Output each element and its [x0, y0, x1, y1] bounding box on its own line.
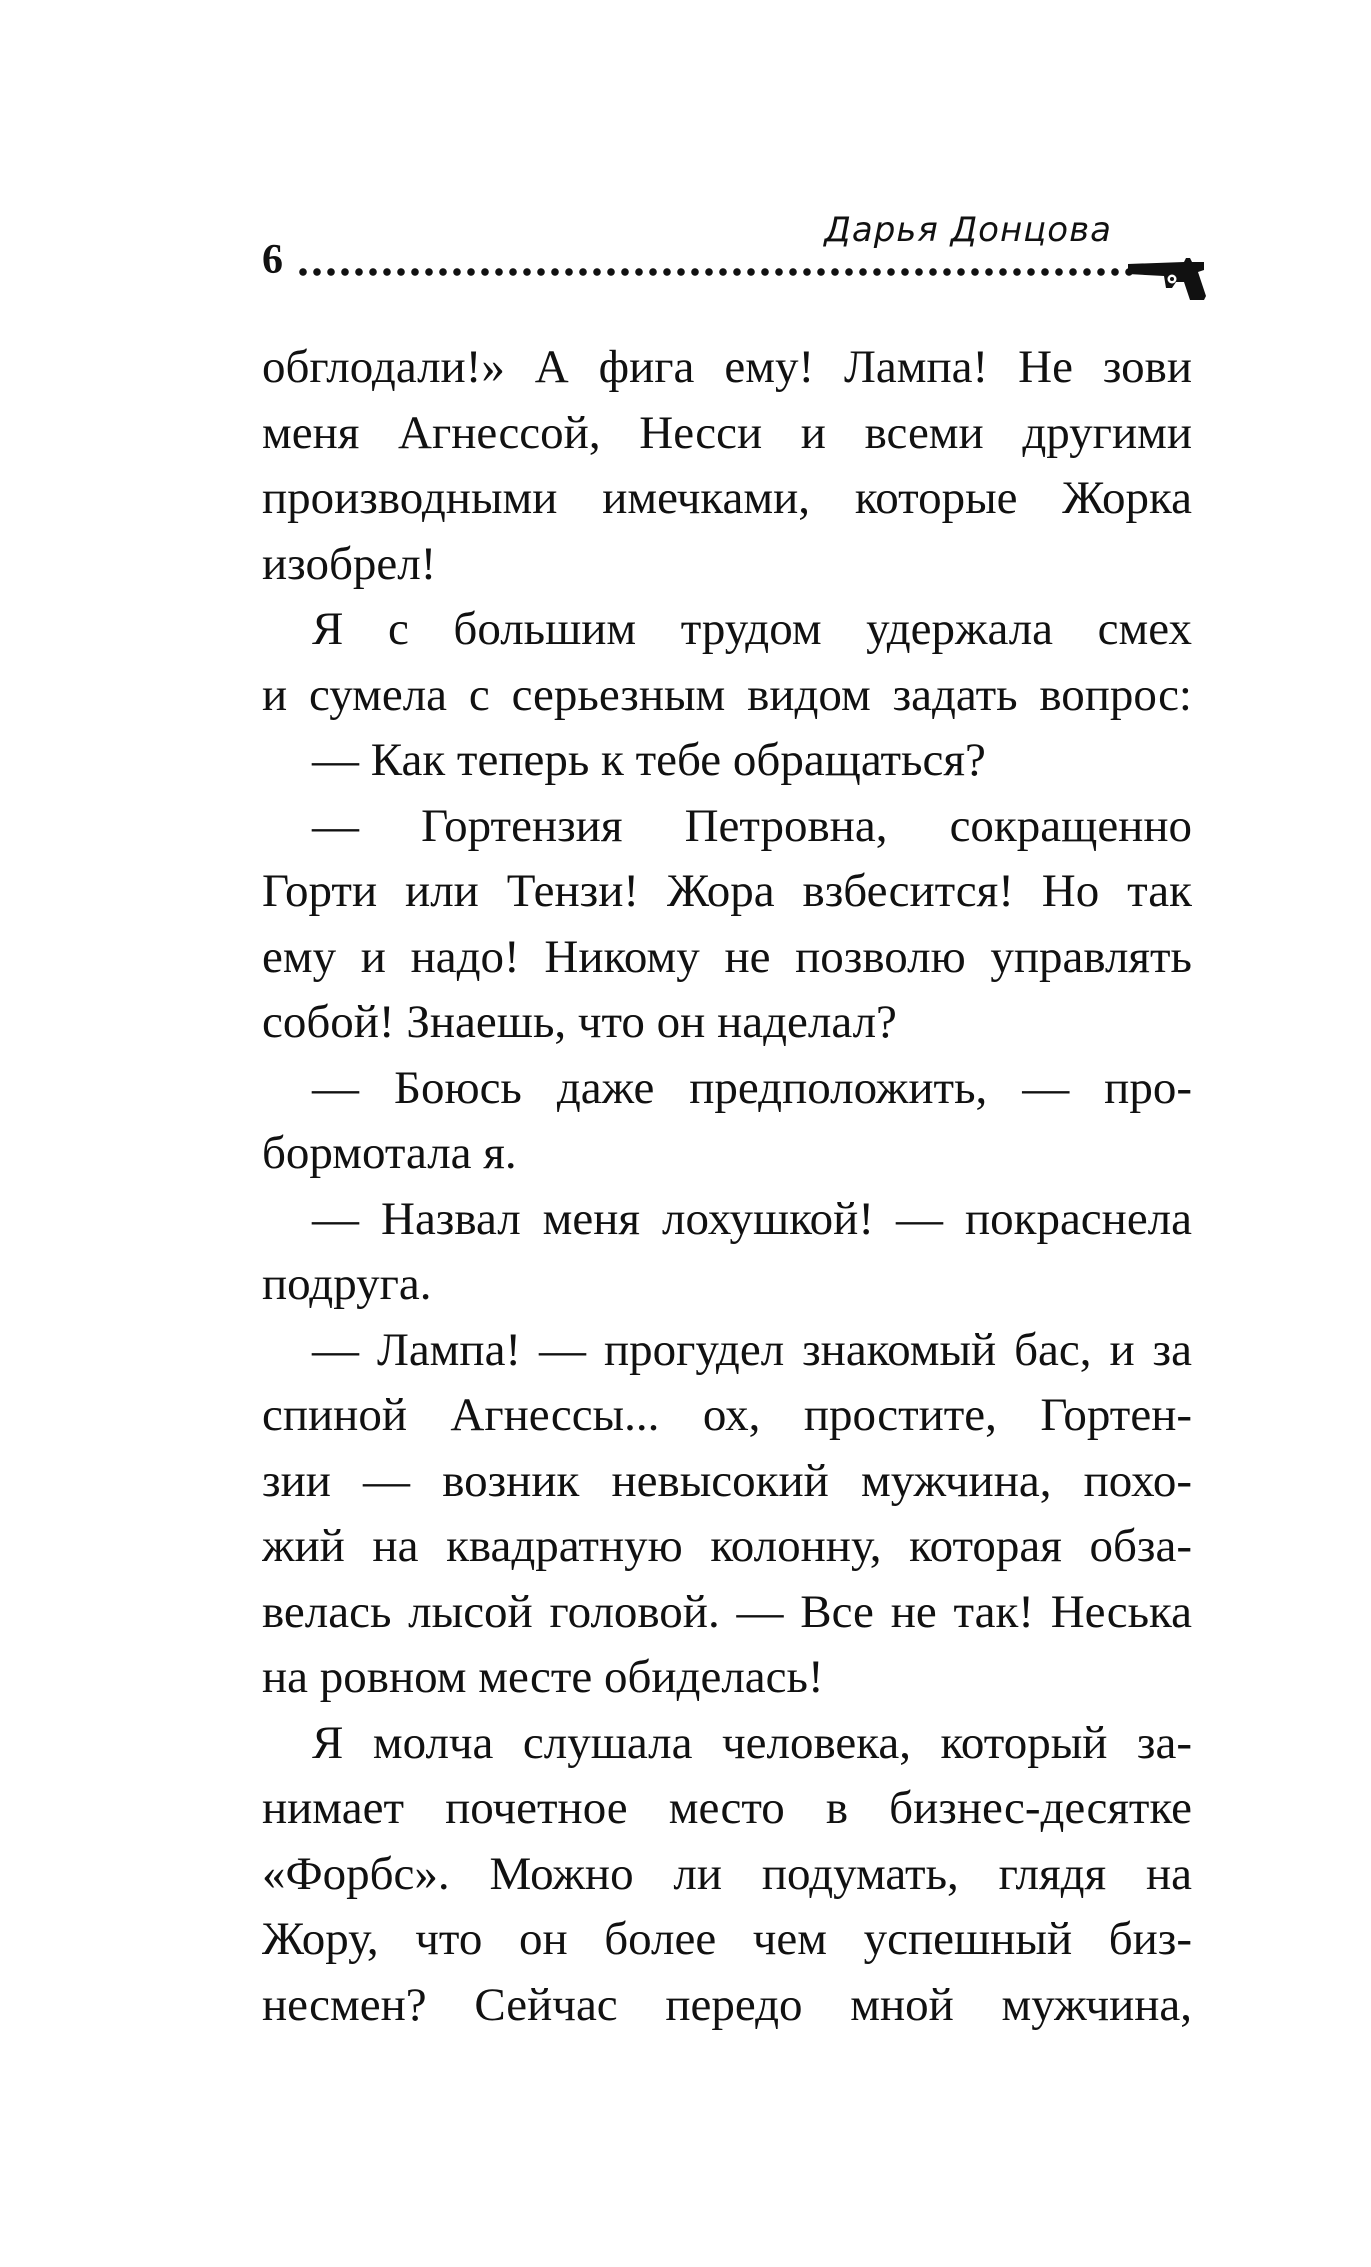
text-line: производными имечками, которые Жорка [262, 472, 1192, 524]
text-line: Я с большим трудом удержала смех [312, 603, 1192, 655]
text-line: подруга. [262, 1258, 432, 1310]
text-line: и сумела с серьезным видом задать вопрос: [262, 668, 1192, 721]
text-line: «Форбс». Можно ли подумать, глядя на [262, 1847, 1192, 1900]
text-line: нимает почетное место в бизнес-десятке [262, 1782, 1192, 1834]
text-line: велась лысой головой. — Все не так! Неська [262, 1585, 1192, 1638]
text-line: Жору, что он более чем успешный биз- [262, 1913, 1192, 1965]
text-line: бормотала я. [262, 1127, 517, 1179]
text-line: — Как теперь к тебе обращаться? [312, 734, 986, 786]
text-line: ему и надо! Никому не позволю управлять [262, 930, 1192, 983]
text-line: меня Агнессой, Несси и всеми другими [262, 406, 1192, 459]
author-name: Дарья Донцова [824, 210, 1112, 250]
page-text [262, 335, 1192, 2038]
text-line: спиной Агнессы... ох, простите, Гортен- [262, 1389, 1192, 1441]
text-line: Я молча слушала человека, который за- [312, 1716, 1192, 1769]
text-line: несмен? Сейчас передо мной мужчина, [262, 1978, 1192, 2031]
text-line: — Назвал меня лохушкой! — покраснела [312, 1192, 1192, 1245]
text-line: обглодали!» А фига ему! Лампа! Не зови [262, 341, 1192, 393]
text-line: Горти или Тензи! Жора взбесится! Но так [262, 865, 1192, 917]
revolver-icon [1126, 256, 1210, 302]
text-line: собой! Знаешь, что он наделал? [262, 996, 897, 1048]
text-line: — Боюсь даже предположить, — про- [312, 1061, 1192, 1114]
text-line: — Лампа! — прогудел знакомый бас, и за [312, 1323, 1192, 1376]
text-line: — Гортензия Петровна, сокращенно [312, 799, 1192, 852]
text-line: изобрел! [262, 537, 437, 590]
dotted-rule [296, 267, 1134, 277]
text-line: зии — возник невысокий мужчина, похо- [262, 1454, 1192, 1507]
text-line: на ровном месте обиделась! [262, 1651, 824, 1703]
page-number: 6 [262, 237, 283, 283]
running-header [260, 200, 1210, 310]
text-line: жий на квадратную колонну, которая обза- [262, 1520, 1192, 1572]
